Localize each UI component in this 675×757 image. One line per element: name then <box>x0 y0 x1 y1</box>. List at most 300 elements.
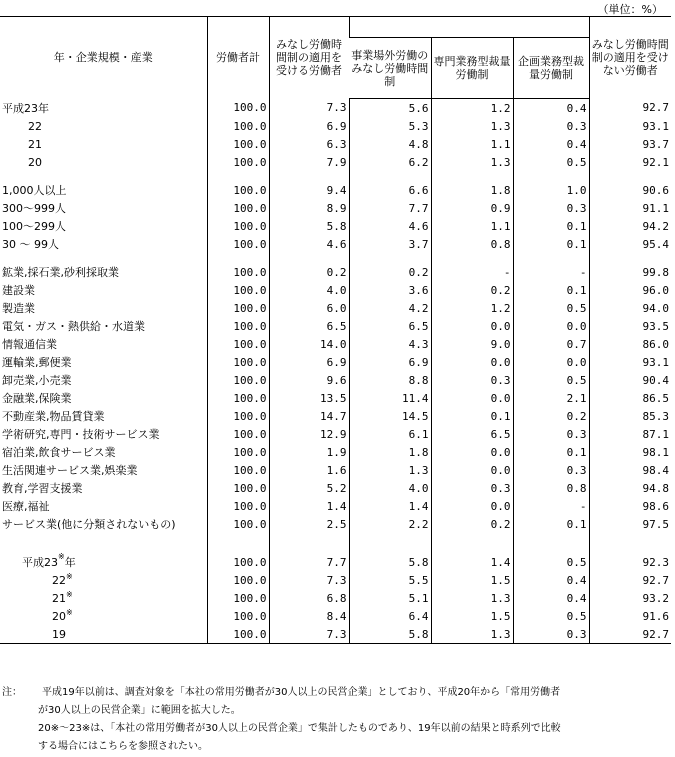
row-label <box>0 425 207 443</box>
header-spacer-3 <box>349 17 431 38</box>
cell-not-applied: 93.7 <box>589 135 671 153</box>
table-row <box>0 607 671 625</box>
cell-planning: 0.5 <box>513 371 589 389</box>
row-label <box>0 389 207 407</box>
cell-not-applied: 99.8 <box>589 263 671 281</box>
cell-planning: 0.7 <box>513 335 589 353</box>
row-label <box>0 607 207 625</box>
table-row <box>0 181 671 199</box>
cell-total: 100.0 <box>207 153 269 171</box>
cell-outside: 5.1 <box>349 589 431 607</box>
header-outside: 事業場外労働のみなし労働時間制 <box>349 38 431 99</box>
row-label <box>0 317 207 335</box>
cell-total: 100.0 <box>207 353 269 371</box>
spacer-cell <box>431 533 513 553</box>
header-not-applied: みなし労働時間制の適用を受けない労働者 <box>589 17 671 99</box>
cell-total: 100.0 <box>207 299 269 317</box>
row-label <box>0 117 207 135</box>
cell-not-applied: 90.6 <box>589 181 671 199</box>
row-label-text: 21 <box>52 591 66 605</box>
row-label <box>0 353 207 371</box>
cell-outside: 4.8 <box>349 135 431 153</box>
cell-outside: 4.0 <box>349 479 431 497</box>
group-spacer <box>0 533 671 553</box>
cell-professional: 1.2 <box>431 299 513 317</box>
cell-outside: 3.7 <box>349 235 431 253</box>
cell-outside: 5.8 <box>349 553 431 571</box>
cell-planning: 0.3 <box>513 117 589 135</box>
cell-outside: 11.4 <box>349 389 431 407</box>
cell-total: 100.0 <box>207 217 269 235</box>
row-label-text: 医療,福祉 <box>2 500 50 513</box>
table-row <box>0 135 671 153</box>
spacer-cell <box>431 253 513 263</box>
cell-not-applied: 98.4 <box>589 461 671 479</box>
data-table <box>0 16 671 644</box>
table-row <box>0 153 671 171</box>
row-label <box>0 571 207 589</box>
cell-professional: 0.2 <box>431 515 513 533</box>
table-row <box>0 479 671 497</box>
cell-outside: 1.3 <box>349 461 431 479</box>
row-label-suffix: 年 <box>64 556 76 569</box>
cell-not-applied: 94.0 <box>589 299 671 317</box>
cell-planning: - <box>513 497 589 515</box>
spacer-cell <box>269 171 349 181</box>
cell-professional: 0.0 <box>431 389 513 407</box>
cell-professional: 1.5 <box>431 607 513 625</box>
group-spacer <box>0 171 671 181</box>
table-row <box>0 389 671 407</box>
cell-planning: 0.2 <box>513 407 589 425</box>
cell-not-applied: 95.4 <box>589 235 671 253</box>
cell-planning: 0.4 <box>513 589 589 607</box>
cell-total: 100.0 <box>207 589 269 607</box>
cell-planning: 0.4 <box>513 135 589 153</box>
cell-professional: 1.1 <box>431 135 513 153</box>
cell-applied: 1.9 <box>269 443 349 461</box>
spacer-cell <box>431 171 513 181</box>
cell-not-applied: 91.1 <box>589 199 671 217</box>
table-row <box>0 461 671 479</box>
row-label-text: 宿泊業,飲食サービス業 <box>2 446 116 459</box>
cell-outside: 6.2 <box>349 153 431 171</box>
spacer-cell <box>349 253 431 263</box>
cell-planning: 0.3 <box>513 199 589 217</box>
cell-professional: 1.1 <box>431 217 513 235</box>
row-label <box>0 335 207 353</box>
cell-outside: 5.8 <box>349 625 431 644</box>
row-label-text: 20 <box>52 609 66 623</box>
unit-label: （単位：%） <box>597 3 663 16</box>
notes <box>2 684 674 756</box>
row-label-text: 100～299人 <box>2 220 66 233</box>
cell-planning: 0.3 <box>513 425 589 443</box>
spacer-cell <box>349 533 431 553</box>
row-label-mark: ※ <box>66 571 73 581</box>
cell-planning: 0.1 <box>513 281 589 299</box>
cell-not-applied: 86.5 <box>589 389 671 407</box>
cell-professional: 1.3 <box>431 625 513 644</box>
cell-professional: 0.0 <box>431 461 513 479</box>
cell-professional: 0.9 <box>431 199 513 217</box>
spacer-cell <box>207 533 269 553</box>
table-row <box>0 117 671 135</box>
cell-applied: 13.5 <box>269 389 349 407</box>
cell-not-applied: 90.4 <box>589 371 671 389</box>
cell-total: 100.0 <box>207 443 269 461</box>
row-label-text: 鉱業,採石業,砂利採取業 <box>2 266 119 279</box>
cell-not-applied: 93.1 <box>589 353 671 371</box>
spacer-cell <box>589 253 671 263</box>
spacer-cell <box>589 171 671 181</box>
cell-not-applied: 98.6 <box>589 497 671 515</box>
row-label-text: 学術研究,専門・技術サービス業 <box>2 428 160 441</box>
row-label-text: 金融業,保険業 <box>2 392 72 405</box>
cell-total: 100.0 <box>207 625 269 644</box>
row-label-text: サービス業(他に分類されないもの) <box>2 518 176 531</box>
cell-professional: 0.0 <box>431 353 513 371</box>
header-total: 労働者計 <box>207 17 269 99</box>
cell-outside: 3.6 <box>349 281 431 299</box>
cell-not-applied: 92.7 <box>589 571 671 589</box>
spacer-cell <box>207 253 269 263</box>
cell-not-applied: 96.0 <box>589 281 671 299</box>
header-planning: 企画業務型裁量労働制 <box>513 38 589 99</box>
cell-total: 100.0 <box>207 461 269 479</box>
cell-planning: 0.4 <box>513 571 589 589</box>
header-applied: みなし労働時間制の適用を受ける労働者 <box>269 17 349 99</box>
cell-applied: 5.2 <box>269 479 349 497</box>
cell-total: 100.0 <box>207 317 269 335</box>
cell-applied: 7.3 <box>269 99 349 118</box>
row-label-mark: ※ <box>66 589 73 599</box>
cell-planning: 2.1 <box>513 389 589 407</box>
table-row <box>0 407 671 425</box>
cell-applied: 2.5 <box>269 515 349 533</box>
row-label-text: 運輸業,郵便業 <box>2 356 72 369</box>
cell-applied: 0.2 <box>269 263 349 281</box>
cell-not-applied: 92.1 <box>589 153 671 171</box>
row-label-text: 教育,学習支援業 <box>2 482 83 495</box>
cell-total: 100.0 <box>207 479 269 497</box>
row-label <box>0 217 207 235</box>
cell-outside: 6.1 <box>349 425 431 443</box>
spacer-cell <box>0 171 207 181</box>
cell-outside: 2.2 <box>349 515 431 533</box>
cell-applied: 6.3 <box>269 135 349 153</box>
cell-professional: 0.1 <box>431 407 513 425</box>
cell-total: 100.0 <box>207 425 269 443</box>
row-label-text: 21 <box>28 137 42 151</box>
row-label-text: 卸売業,小売業 <box>2 374 72 387</box>
note-line-3: 20※～23※は、「本社の常用労働者が30人以上の民営企業」で集計したものであり、19年以前の結果と時系列で比較 <box>38 723 561 734</box>
spacer-cell <box>513 533 589 553</box>
cell-planning: 0.1 <box>513 515 589 533</box>
spacer-cell <box>0 253 207 263</box>
cell-not-applied: 86.0 <box>589 335 671 353</box>
table-row <box>0 425 671 443</box>
cell-not-applied: 93.2 <box>589 589 671 607</box>
row-label <box>0 235 207 253</box>
spacer-cell <box>0 533 207 553</box>
row-label-text: 300～999人 <box>2 202 66 215</box>
table-row <box>0 443 671 461</box>
table-row <box>0 263 671 281</box>
row-label-text: 情報通信業 <box>2 338 57 351</box>
cell-total: 100.0 <box>207 181 269 199</box>
row-label <box>0 497 207 515</box>
cell-applied: 1.6 <box>269 461 349 479</box>
cell-not-applied: 98.1 <box>589 443 671 461</box>
cell-planning: 0.5 <box>513 553 589 571</box>
note-line-1 <box>2 684 674 702</box>
cell-outside: 4.6 <box>349 217 431 235</box>
row-label-mark: ※ <box>58 552 65 561</box>
spacer-cell <box>269 533 349 553</box>
row-label-text: 電気・ガス・熱供給・水道業 <box>2 320 145 333</box>
cell-professional: 0.3 <box>431 479 513 497</box>
row-label <box>0 479 207 497</box>
cell-total: 100.0 <box>207 407 269 425</box>
cell-planning: 0.8 <box>513 479 589 497</box>
cell-applied: 9.6 <box>269 371 349 389</box>
cell-applied: 7.3 <box>269 625 349 644</box>
cell-total: 100.0 <box>207 281 269 299</box>
cell-professional: 1.5 <box>431 571 513 589</box>
row-label <box>0 461 207 479</box>
row-label-text: 22 <box>28 119 42 133</box>
row-label-text: 不動産業,物品賃貸業 <box>2 410 105 423</box>
cell-total: 100.0 <box>207 389 269 407</box>
table-row <box>0 335 671 353</box>
spacer-cell <box>589 533 671 553</box>
row-label <box>0 625 207 644</box>
cell-applied: 6.9 <box>269 353 349 371</box>
spacer-cell <box>349 171 431 181</box>
row-label <box>0 153 207 171</box>
cell-professional: 1.8 <box>431 181 513 199</box>
cell-total: 100.0 <box>207 135 269 153</box>
cell-professional: 0.2 <box>431 281 513 299</box>
row-label <box>0 443 207 461</box>
table-row <box>0 371 671 389</box>
table-row <box>0 99 671 118</box>
row-label-text: 生活関連サービス業,娯楽業 <box>2 464 138 477</box>
cell-outside: 7.7 <box>349 199 431 217</box>
row-label <box>0 371 207 389</box>
row-label <box>0 99 207 118</box>
spacer-cell <box>513 171 589 181</box>
cell-total: 100.0 <box>207 515 269 533</box>
row-label <box>0 407 207 425</box>
cell-not-applied: 92.3 <box>589 553 671 571</box>
cell-applied: 7.7 <box>269 553 349 571</box>
cell-outside: 6.4 <box>349 607 431 625</box>
spacer-cell <box>513 253 589 263</box>
cell-outside: 14.5 <box>349 407 431 425</box>
table-row <box>0 217 671 235</box>
cell-professional: - <box>431 263 513 281</box>
cell-total: 100.0 <box>207 571 269 589</box>
row-label <box>0 299 207 317</box>
cell-planning: 0.5 <box>513 153 589 171</box>
cell-professional: 0.0 <box>431 317 513 335</box>
cell-professional: 6.5 <box>431 425 513 443</box>
row-label <box>0 589 207 607</box>
cell-planning: 1.0 <box>513 181 589 199</box>
cell-applied: 4.6 <box>269 235 349 253</box>
cell-planning: - <box>513 263 589 281</box>
cell-total: 100.0 <box>207 497 269 515</box>
cell-total: 100.0 <box>207 607 269 625</box>
cell-applied: 14.0 <box>269 335 349 353</box>
cell-outside: 0.2 <box>349 263 431 281</box>
table-row <box>0 553 671 571</box>
cell-planning: 0.1 <box>513 235 589 253</box>
cell-planning: 0.1 <box>513 217 589 235</box>
note-text-1: 平成19年以前は、調査対象を「本社の常用労働者が30人以上の民営企業」としており、平成20年から「常用労働者 <box>42 687 561 698</box>
cell-total: 100.0 <box>207 199 269 217</box>
cell-not-applied: 94.2 <box>589 217 671 235</box>
cell-professional: 0.8 <box>431 235 513 253</box>
cell-total: 100.0 <box>207 235 269 253</box>
cell-planning: 0.4 <box>513 99 589 118</box>
cell-planning: 0.0 <box>513 353 589 371</box>
cell-applied: 4.0 <box>269 281 349 299</box>
group-spacer <box>0 253 671 263</box>
cell-professional: 1.3 <box>431 153 513 171</box>
cell-applied: 8.9 <box>269 199 349 217</box>
cell-not-applied: 85.3 <box>589 407 671 425</box>
cell-outside: 1.4 <box>349 497 431 515</box>
table-row <box>0 235 671 253</box>
header-category: 年・企業規模・産業 <box>0 17 207 99</box>
row-label-text: 20 <box>28 155 42 169</box>
row-label <box>0 181 207 199</box>
cell-planning: 0.3 <box>513 461 589 479</box>
cell-not-applied: 92.7 <box>589 99 671 118</box>
cell-total: 100.0 <box>207 117 269 135</box>
cell-applied: 6.0 <box>269 299 349 317</box>
table-row <box>0 199 671 217</box>
row-label <box>0 263 207 281</box>
cell-applied: 5.8 <box>269 217 349 235</box>
note-line-2: が30人以上の民営企業」に範囲を拡大した。 <box>38 705 241 716</box>
cell-planning: 0.1 <box>513 443 589 461</box>
cell-applied: 6.9 <box>269 117 349 135</box>
row-label <box>0 553 207 571</box>
cell-professional: 1.4 <box>431 553 513 571</box>
cell-planning: 0.5 <box>513 607 589 625</box>
cell-applied: 12.9 <box>269 425 349 443</box>
cell-outside: 4.3 <box>349 335 431 353</box>
cell-applied: 14.7 <box>269 407 349 425</box>
cell-outside: 1.8 <box>349 443 431 461</box>
cell-not-applied: 92.7 <box>589 625 671 644</box>
cell-applied: 7.3 <box>269 571 349 589</box>
cell-outside: 5.6 <box>349 99 431 118</box>
cell-outside: 6.9 <box>349 353 431 371</box>
cell-not-applied: 93.1 <box>589 117 671 135</box>
cell-professional: 1.2 <box>431 99 513 118</box>
row-label <box>0 135 207 153</box>
cell-total: 100.0 <box>207 553 269 571</box>
cell-professional: 1.3 <box>431 589 513 607</box>
table-row <box>0 497 671 515</box>
table-row <box>0 353 671 371</box>
cell-professional: 1.3 <box>431 117 513 135</box>
table-row <box>0 589 671 607</box>
table-body <box>0 99 671 644</box>
cell-professional: 9.0 <box>431 335 513 353</box>
cell-outside: 6.6 <box>349 181 431 199</box>
row-label-text: 22 <box>52 573 66 587</box>
cell-applied: 7.9 <box>269 153 349 171</box>
cell-total: 100.0 <box>207 335 269 353</box>
note-prefix: 注： <box>2 687 22 698</box>
row-label <box>0 199 207 217</box>
header-professional: 専門業務型裁量労働制 <box>431 38 513 99</box>
cell-not-applied: 91.6 <box>589 607 671 625</box>
cell-applied: 1.4 <box>269 497 349 515</box>
cell-professional: 0.0 <box>431 497 513 515</box>
cell-not-applied: 94.8 <box>589 479 671 497</box>
cell-applied: 9.4 <box>269 181 349 199</box>
table-row <box>0 515 671 533</box>
cell-not-applied: 97.5 <box>589 515 671 533</box>
table-row <box>0 317 671 335</box>
row-label-text: 製造業 <box>2 302 35 315</box>
table-header <box>0 17 671 99</box>
cell-planning: 0.3 <box>513 625 589 644</box>
cell-outside: 5.3 <box>349 117 431 135</box>
table-row <box>0 571 671 589</box>
cell-applied: 6.5 <box>269 317 349 335</box>
cell-applied: 8.4 <box>269 607 349 625</box>
cell-total: 100.0 <box>207 99 269 118</box>
cell-outside: 6.5 <box>349 317 431 335</box>
row-label-text: 建設業 <box>2 284 35 297</box>
cell-total: 100.0 <box>207 263 269 281</box>
cell-outside: 8.8 <box>349 371 431 389</box>
table-row <box>0 299 671 317</box>
row-label-text: 30 ～ 99人 <box>2 238 59 251</box>
header-spacer-5 <box>513 17 589 38</box>
cell-not-applied: 87.1 <box>589 425 671 443</box>
cell-professional: 0.3 <box>431 371 513 389</box>
row-label <box>0 515 207 533</box>
spacer-cell <box>269 253 349 263</box>
header-spacer-4 <box>431 17 513 38</box>
cell-total: 100.0 <box>207 371 269 389</box>
row-label-text: 19 <box>52 627 66 641</box>
cell-outside: 4.2 <box>349 299 431 317</box>
cell-professional: 0.0 <box>431 443 513 461</box>
spacer-cell <box>207 171 269 181</box>
row-label-mark: ※ <box>66 607 73 617</box>
row-label-text: 平成23年 <box>2 101 49 115</box>
cell-outside: 5.5 <box>349 571 431 589</box>
row-label-text: 1,000人以上 <box>2 184 67 197</box>
cell-applied: 6.8 <box>269 589 349 607</box>
cell-planning: 0.0 <box>513 317 589 335</box>
row-label-text: 平成23 <box>22 556 58 569</box>
row-label <box>0 281 207 299</box>
cell-not-applied: 93.5 <box>589 317 671 335</box>
note-line-4: する場合にはこちらを参照されたい。 <box>38 741 208 752</box>
cell-planning: 0.5 <box>513 299 589 317</box>
